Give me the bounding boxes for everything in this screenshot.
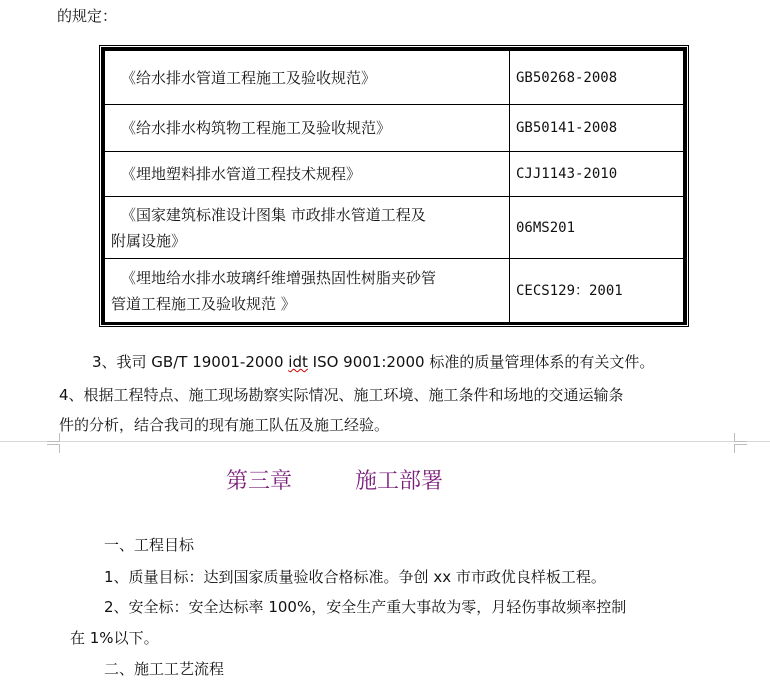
table-row bbox=[105, 51, 684, 105]
spellcheck-word: idt bbox=[288, 353, 308, 371]
standard-code: GB50141-2008 bbox=[510, 105, 684, 152]
page-corner-mark bbox=[734, 444, 747, 453]
intro-text: 的规定： bbox=[57, 7, 118, 25]
goal-safety-line1: 2、安全标：安全达标率 100%，安全生产重大事故为零，月轻伤事故频率控制 bbox=[104, 598, 627, 616]
table-row bbox=[105, 105, 684, 152]
item-4-line2: 件的分析，结合我司的现有施工队伍及施工经验。 bbox=[59, 416, 390, 434]
standard-name: 《国家建筑标准设计图集 市政排水管道工程及 附属设施》 bbox=[105, 197, 510, 259]
chapter-title: 施工部署 bbox=[355, 469, 444, 494]
standard-name: 《给水排水构筑物工程施工及验收规范》 bbox=[105, 105, 510, 152]
standard-code: CECS129：2001 bbox=[510, 259, 684, 323]
chapter-number: 第三章 bbox=[226, 469, 293, 494]
goal-quality: 1、质量目标：达到国家质量验收合格标准。争创 xx 市市政优良样板工程。 bbox=[104, 568, 606, 586]
page-break-line bbox=[0, 441, 770, 442]
standard-name: 《埋地给水排水玻璃纤维增强热固性树脂夹砂管 管道工程施工及验收规范 》 bbox=[105, 259, 510, 323]
goal-safety-line2: 在 1%以下。 bbox=[70, 629, 159, 647]
standard-name: 《给水排水管道工程施工及验收规范》 bbox=[105, 51, 510, 105]
standard-code: CJJ1143-2010 bbox=[510, 152, 684, 197]
table-row bbox=[105, 152, 684, 197]
standard-code: 06MS201 bbox=[510, 197, 684, 259]
page-corner-mark bbox=[47, 433, 60, 442]
table-row bbox=[105, 259, 684, 323]
item-3: 3、我司 GB/T 19001-2000 idt ISO 9001:2000 标准的质量管理体系的有关文件。 bbox=[92, 353, 655, 371]
section-heading: 二、施工工艺流程 bbox=[104, 660, 225, 678]
standard-name: 《埋地塑料排水管道工程技术规程》 bbox=[105, 152, 510, 197]
table-row bbox=[105, 197, 684, 259]
page-corner-mark bbox=[734, 433, 747, 442]
item-4-line1: 4、根据工程特点、施工现场勘察实际情况、施工环境、施工条件和场地的交通运输条 bbox=[59, 386, 624, 404]
page-corner-mark bbox=[47, 444, 60, 453]
section-heading: 一、工程目标 bbox=[104, 536, 195, 554]
standards-table bbox=[101, 47, 687, 325]
standard-code: GB50268-2008 bbox=[510, 51, 684, 105]
